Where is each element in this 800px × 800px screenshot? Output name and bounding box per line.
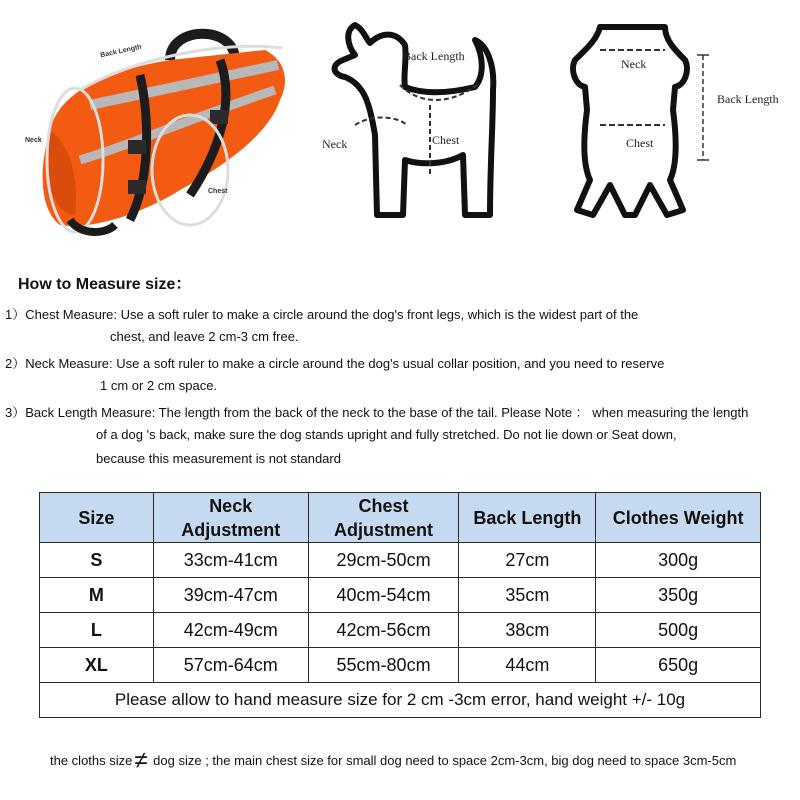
- not-equal-icon: ≠: [134, 747, 148, 774]
- size-cell: XL: [40, 648, 154, 683]
- table-row: [40, 613, 761, 648]
- weight-cell: 350g: [596, 578, 761, 613]
- weight-cell: 650g: [596, 648, 761, 683]
- dog-side-diagram: [325, 15, 515, 230]
- neck-cell: 57cm-64cm: [153, 648, 308, 683]
- chest-cell: 55cm-80cm: [308, 648, 459, 683]
- table-row: [40, 578, 761, 613]
- chest-cell: 42cm-56cm: [308, 613, 459, 648]
- header-size: Size: [40, 493, 154, 543]
- weight-cell: 500g: [596, 613, 761, 648]
- back-length-cell: 27cm: [459, 543, 596, 578]
- back-length-measure-line-3: because this measurement is not standard: [96, 451, 341, 466]
- header-clothes-weight: Clothes Weight: [596, 493, 761, 543]
- dog-front-chest-label: Chest: [626, 136, 654, 150]
- header-chest-line1: Chest: [358, 495, 409, 516]
- back-length-measure-line-2: of a dog 's back, make sure the dog stands upright and fully stretched. Do not lie down or Seat down,: [96, 427, 677, 442]
- header-neck-line2: Adjustment: [181, 519, 281, 540]
- header-neck: [153, 493, 308, 543]
- back-length-measure-line-1: 3）Back Length Measure: The length from the back of the neck to the base of the tail. Please Note ： when measuring the length: [5, 405, 749, 420]
- neck-measure-line-2: 1 cm or 2 cm space.: [100, 378, 218, 393]
- neck-cell: 33cm-41cm: [153, 543, 308, 578]
- footer-text-before: the cloths size: [50, 753, 133, 768]
- table-row: [40, 648, 761, 683]
- neck-measure-line-1: 2）Neck Measure: Use a soft ruler to make a circle around the dog's usual collar position, and you need to reserve: [5, 356, 665, 371]
- table-header-row: [40, 493, 761, 543]
- header-neck-line1: Neck: [209, 495, 253, 516]
- vest-chest-label: Chest: [208, 188, 228, 195]
- dog-front-back-length-label: Back Length: [717, 92, 779, 106]
- size-chart-table: [39, 492, 761, 718]
- measurement-error-note: Please allow to hand measure size for 2 cm -3cm error, hand weight +/- 10g: [40, 683, 761, 718]
- chest-cell: 29cm-50cm: [308, 543, 459, 578]
- footer-text-after: dog size ; the main chest size for small dog need to space 2cm-3cm, big dog need to space 3cm-5cm: [149, 753, 737, 768]
- dog-front-diagram: [565, 15, 715, 230]
- header-back-length: Back Length: [459, 493, 596, 543]
- dog-side-chest-label: Chest: [432, 133, 460, 147]
- size-cell: L: [40, 613, 154, 648]
- chest-measure-line-1: 1）Chest Measure: Use a soft ruler to make a circle around the dog's front legs, which is the widest part of the: [5, 307, 639, 322]
- dog-side-neck-label: Neck: [322, 137, 348, 151]
- measure-heading: How to Measure size：: [18, 276, 192, 293]
- table-row: [40, 543, 761, 578]
- back-length-cell: 38cm: [459, 613, 596, 648]
- neck-cell: 39cm-47cm: [153, 578, 308, 613]
- size-cell: S: [40, 543, 154, 578]
- table-note-row: [40, 683, 761, 718]
- weight-cell: 300g: [596, 543, 761, 578]
- measurement-illustrations: [0, 0, 800, 250]
- header-chest-line2: Adjustment: [334, 519, 434, 540]
- vest-back-length-label: Back Length: [99, 43, 143, 60]
- chest-cell: 40cm-54cm: [308, 578, 459, 613]
- back-length-cell: 44cm: [459, 648, 596, 683]
- dog-front-neck-label: Neck: [621, 57, 647, 71]
- header-chest: [308, 493, 459, 543]
- dog-side-back-length-label: Back Length: [403, 49, 465, 63]
- footer-note: [50, 744, 736, 772]
- size-cell: M: [40, 578, 154, 613]
- life-vest-image: [20, 20, 310, 245]
- vest-neck-label: Neck: [25, 137, 42, 144]
- chest-measure-line-2: chest, and leave 2 cm-3 cm free.: [110, 329, 299, 344]
- neck-cell: 42cm-49cm: [153, 613, 308, 648]
- back-length-cell: 35cm: [459, 578, 596, 613]
